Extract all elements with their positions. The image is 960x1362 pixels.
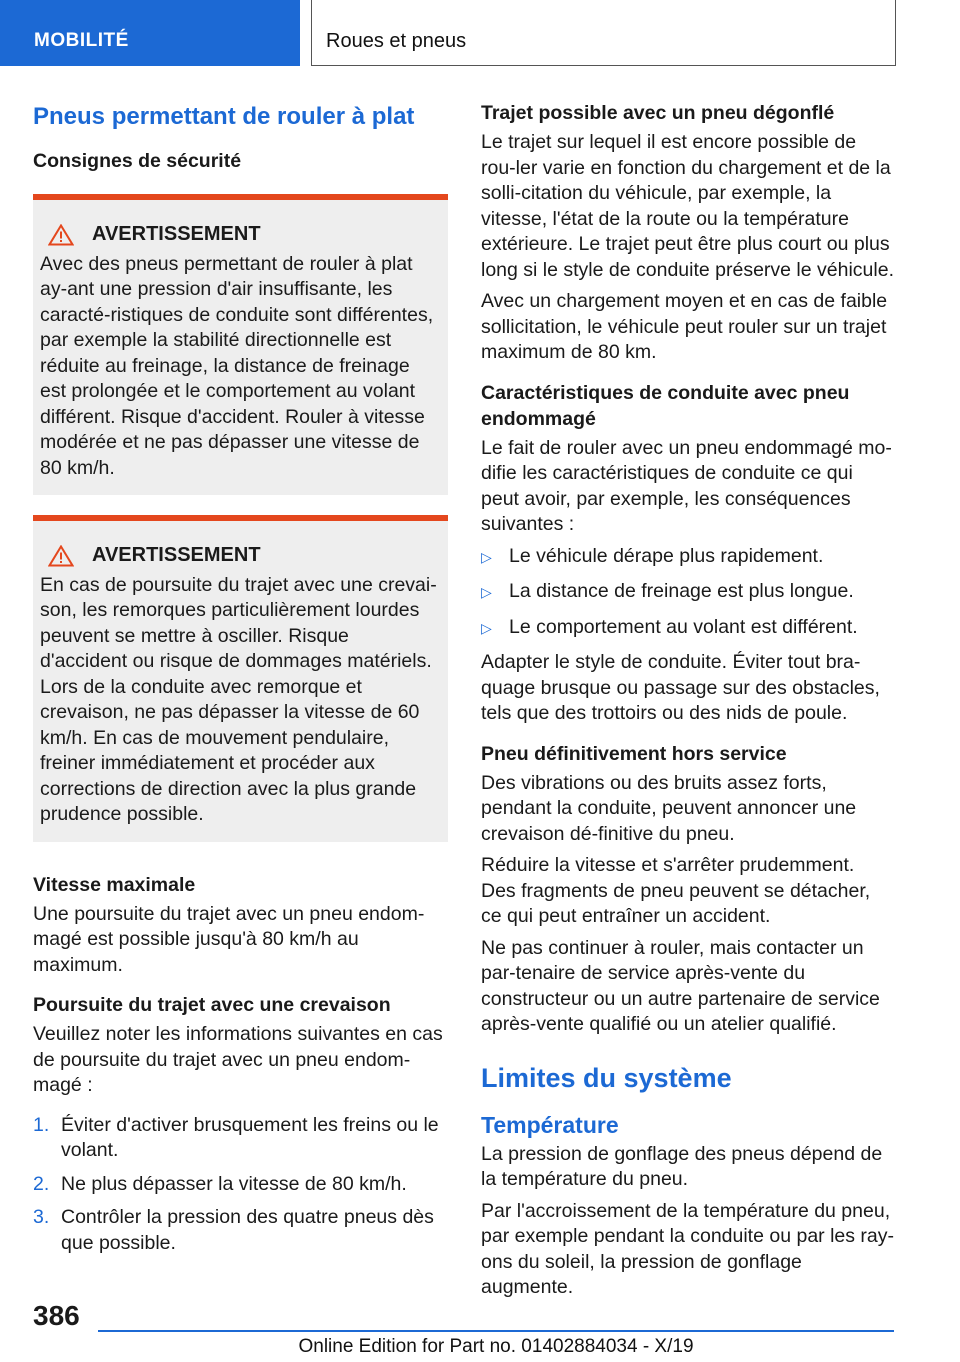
- step-text: Éviter d'activer brusquement les freins ou le volant.: [61, 1113, 439, 1161]
- list-item: [481, 544, 894, 571]
- warning-label: AVERTISSEMENT: [92, 223, 261, 245]
- triangle-bullet-icon: ▷: [481, 584, 492, 600]
- list-item: [481, 579, 894, 606]
- list-item-text: Le comportement au volant est différent.: [509, 615, 858, 638]
- step-number: 3.: [33, 1206, 50, 1228]
- limits-heading: Limites du système: [481, 1062, 732, 1093]
- list-item: [33, 1172, 448, 1198]
- temperature-text: La pression de gonflage des pneus dépend de la température du pneu.: [481, 1142, 883, 1190]
- step-list: [33, 1113, 448, 1257]
- warning-header: [40, 222, 438, 248]
- defect-text: Des vibrations ou des bruits assez forts, pendant la conduite, peuvent annoncer une crevaison dé-finitive du pneu.: [481, 771, 857, 845]
- triangle-bullet-icon: ▷: [481, 619, 492, 636]
- defect-heading: Pneu définitivement hors service: [481, 742, 787, 765]
- chapter-title: Roues et pneus: [311, 0, 896, 66]
- list-item-text: Le véhicule dérape plus rapidement.: [509, 544, 824, 567]
- handling-text: Le fait de rouler avec un pneu endommagé mo-difie les caractéristiques de conduite ce qui peut avoir, par exemple, les conséquences suivantes :: [481, 436, 892, 535]
- max-speed-text: Une poursuite du trajet avec un pneu endom-magé est possible jusqu'à 80 km/h au maximum.: [33, 902, 425, 976]
- warning-triangle-icon: [48, 224, 74, 246]
- list-item: [33, 1205, 448, 1256]
- list-item: [33, 1113, 448, 1164]
- list-item-text: La distance de freinage est plus longue.: [509, 580, 854, 602]
- step-number: 1.: [33, 1113, 50, 1136]
- warning-text: En cas de poursuite du trajet avec une crevai-son, les remorques particulièrement lourdes peuvent se mettre à osciller. Risque d'accident ou risque de dommages matériels. Lors de la conduite avec remorque et crevaison, ne pas dépasser la vitesse de 60 km/h. En cas de mouvement pendulaire, freiner immédiatement et procéder aux corrections de direction avec la plus grande prudence possible.: [40, 573, 437, 825]
- route-text: Le trajet sur lequel il est encore possible de rou-ler varie en fonction du chargement et de la solli-citation du véhicule, par exemple, la vitesse, l'état de la route ou la température extérieure. Le trajet peut être plus court ou plus long si le style de conduite préserve le véhicule.: [481, 131, 894, 281]
- safety-heading: Consignes de sécurité: [33, 150, 242, 172]
- warning-text: Avec des pneus permettant de rouler à plat ay-ant une pression d'air insuffisante, les caracté-ristiques de conduite sont différentes, par exemple la stabilité directionnelle est réduite au freinage, la distance de freinage est prolongée et le comportement au volant différent. Risque d'accident. Rouler à vitesse modérée et ne pas dépasser une vitesse de 80 km/h.: [40, 252, 434, 479]
- handling-advice: Adapter le style de conduite. Éviter tout bra-quage brusque ou passage sur des obstacles, tels que des trottoirs ou des nids de poule.: [481, 651, 880, 724]
- edition-footer: Online Edition for Part no. 01402884034 - X/19: [298, 1336, 694, 1357]
- triangle-bullet-icon: ▷: [481, 548, 492, 565]
- temperature-text: Par l'accroissement de la température du pneu, par exemple pendant la conduite ou par les ray-ons du soleil, la pression de gonflage augmente.: [481, 1199, 895, 1298]
- step-number: 2.: [33, 1172, 50, 1195]
- warning-header: [40, 543, 438, 569]
- page-header: [0, 0, 960, 66]
- route-heading: Trajet possible avec un pneu dégonflé: [481, 102, 835, 124]
- step-text: Contrôler la pression des quatre pneus dès que possible.: [61, 1206, 434, 1254]
- warning-label: AVERTISSEMENT: [92, 544, 261, 566]
- section-heading: Pneus permettant de rouler à plat: [33, 103, 415, 130]
- page-number: 386: [33, 1300, 80, 1331]
- warning-box: [33, 515, 448, 842]
- list-item: [481, 615, 894, 642]
- temperature-heading: Température: [481, 1111, 619, 1138]
- section-tab: MOBILITÉ: [0, 0, 300, 66]
- warning-box: [33, 194, 448, 495]
- right-column: [481, 100, 894, 1307]
- puncture-text: Veuillez noter les informations suivantes en cas de poursuite du trajet avec un pneu endom-magé :: [33, 1023, 443, 1096]
- handling-heading: Caractéristiques de conduite avec pneu endommagé: [481, 381, 850, 430]
- left-column: [33, 100, 448, 1264]
- max-speed-heading: Vitesse maximale: [33, 873, 196, 896]
- defect-text: Réduire la vitesse et s'arrêter prudemment. Des fragments de pneu peuvent se détacher, ce qui peut entraîner un accident.: [481, 854, 871, 927]
- puncture-heading: Poursuite du trajet avec une crevaison: [33, 994, 391, 1016]
- consequence-list: [481, 544, 894, 642]
- route-text: Avec un chargement moyen et en cas de faible sollicitation, le véhicule peut rouler sur un trajet maximum de 80 km.: [481, 290, 888, 363]
- footer-divider: [98, 1330, 894, 1332]
- warning-triangle-icon: [48, 545, 74, 567]
- step-text: Ne plus dépasser la vitesse de 80 km/h.: [61, 1172, 407, 1195]
- defect-text: Ne pas continuer à rouler, mais contacter un par-tenaire de service après-vente du constructeur ou un autre partenaire de service après-vente qualifié ou un atelier qualifié.: [481, 936, 880, 1035]
